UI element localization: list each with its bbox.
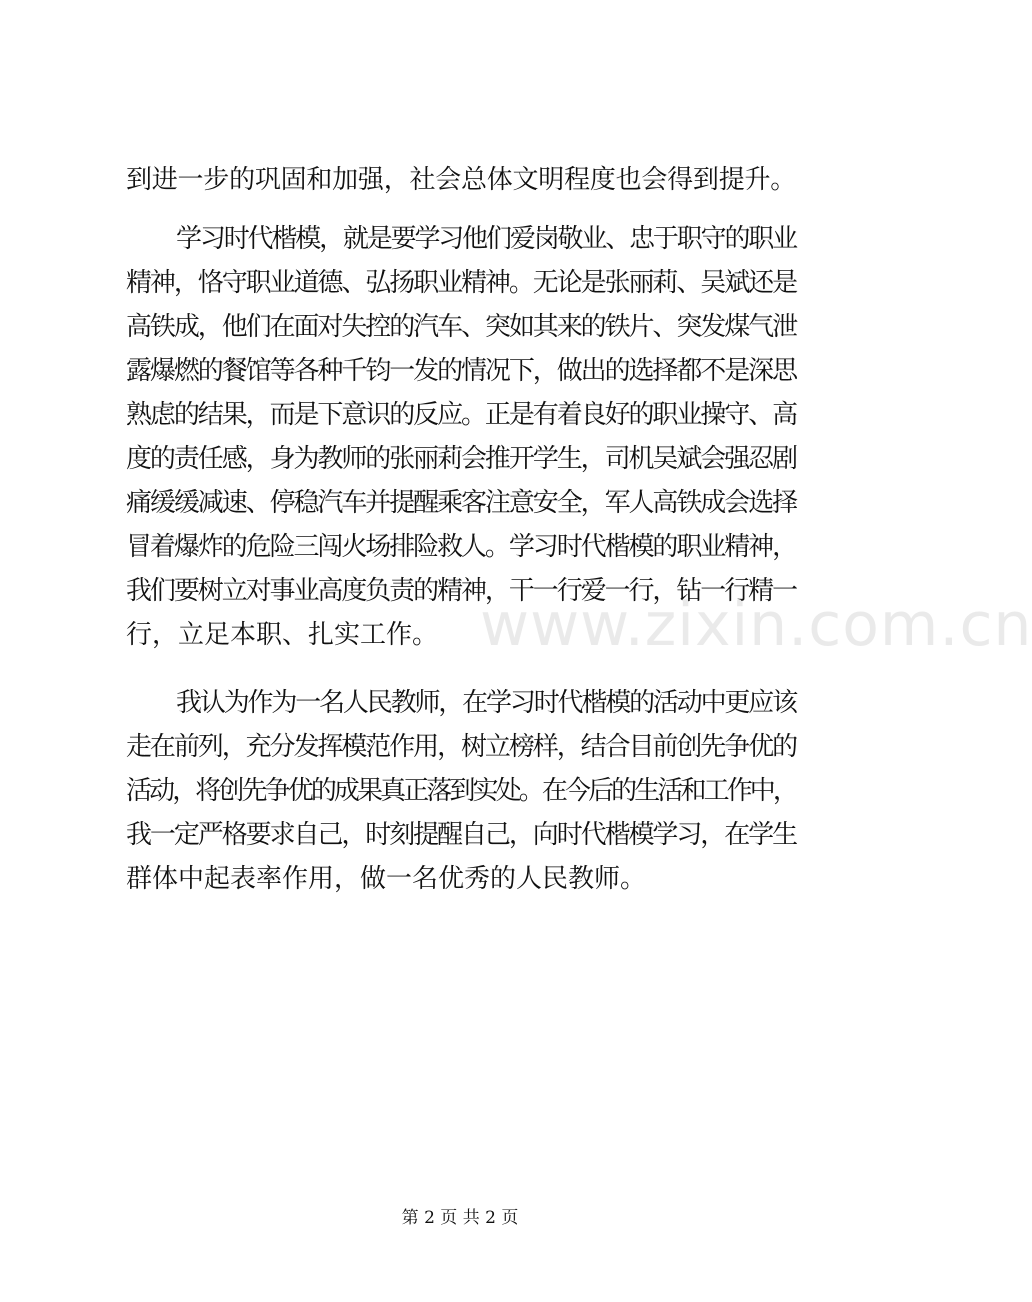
page-footer: 第 2 页 共 2 页 (401, 1208, 519, 1228)
text-line: 精神，恪守职业道德、弘扬职业精神。无论是张丽莉、吴斌还是 (126, 268, 797, 298)
text-line: 到进一步的巩固和加强，社会总体文明程度也会得到提升。 (126, 165, 797, 195)
watermark: www.zixin.com.cn (480, 590, 1032, 660)
text-line: 我们要树立对事业高度负责的精神，干一行爱一行，钻一行精一 (126, 576, 797, 606)
text-line: 群体中起表率作用，做一名优秀的人民教师。 (126, 864, 647, 894)
text-line: 露爆燃的餐馆等各种千钧一发的情况下，做出的选择都不是深思 (126, 356, 797, 386)
text-line: 活动，将创先争优的成果真正落到实处。在今后的生活和工作中， (126, 776, 797, 806)
text-line: 痛缓缓减速、停稳汽车并提醒乘客注意安全，军人高铁成会选择 (126, 488, 797, 518)
text-line: 行，立足本职、扎实工作。 (126, 620, 439, 650)
paragraph-first-line: 学习时代楷模，就是要学习他们爱岗敬业、忠于职守的职业 (176, 224, 797, 254)
paragraph-first-line: 我认为作为一名人民教师，在学习时代楷模的活动中更应该 (176, 688, 797, 718)
text-line: 熟虑的结果，而是下意识的反应。正是有着良好的职业操守、高 (126, 400, 797, 430)
text-line: 我一定严格要求自己，时刻提醒自己，向时代楷模学习，在学生 (126, 820, 797, 850)
text-line: 冒着爆炸的危险三闯火场排险救人。学习时代楷模的职业精神， (126, 532, 797, 562)
text-line: 度的责任感，身为教师的张丽莉会推开学生，司机吴斌会强忍剧 (126, 444, 797, 474)
text-line: 高铁成，他们在面对失控的汽车、突如其来的铁片、突发煤气泄 (126, 312, 797, 342)
text-line: 走在前列，充分发挥模范作用，树立榜样，结合目前创先争优的 (126, 732, 797, 762)
